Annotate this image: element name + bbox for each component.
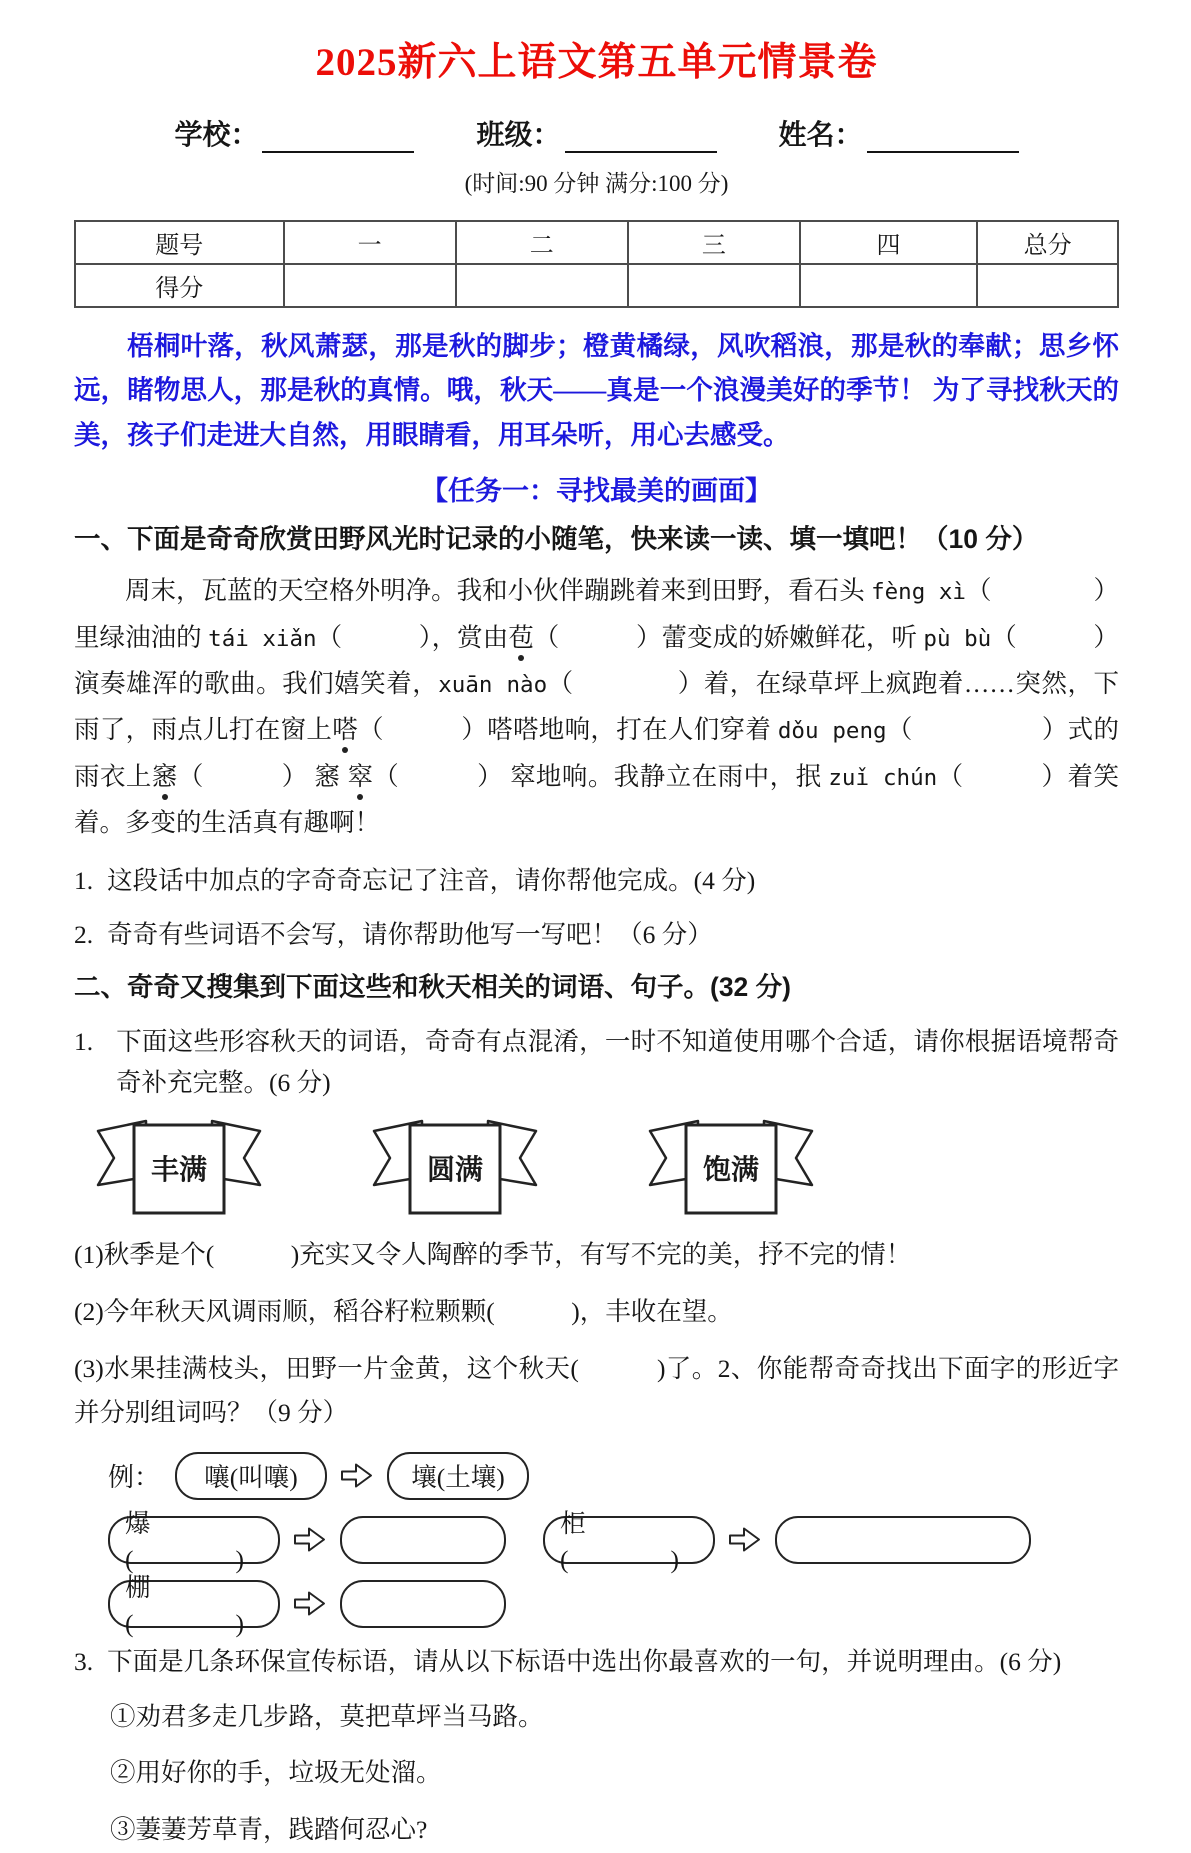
source-char: 棚( )	[125, 1572, 244, 1638]
score-table-header-row	[75, 221, 1118, 264]
section2-heading: 二、奇奇又搜集到下面这些和秋天相关的词语、句子。(32 分)	[74, 972, 791, 1003]
score-empty-cell	[800, 264, 977, 307]
pair-group	[108, 1508, 506, 1574]
passage-text: （ ）嗒嗒地响，打在人们穿着	[358, 715, 778, 745]
score-empty-cell	[456, 264, 628, 307]
class-field	[476, 113, 716, 153]
source-char: 爆( )	[125, 1508, 244, 1574]
example-row	[108, 1452, 1119, 1500]
section1-question2	[74, 915, 1119, 956]
word-banner	[646, 1115, 816, 1221]
section1-question1	[74, 861, 1119, 902]
name-blank-line	[867, 121, 1019, 153]
score-table	[74, 220, 1119, 308]
pinyin-segment: xuān nào	[438, 671, 548, 698]
pinyin-segment: dǒu peng	[777, 718, 887, 745]
answer-row-2	[108, 1572, 1119, 1638]
answer-blank-box	[340, 1580, 506, 1628]
question-number: 2.	[74, 920, 94, 950]
question-number: 1.	[74, 865, 94, 895]
pair-group	[543, 1508, 1031, 1574]
passage-text: （ ），赏由	[316, 622, 509, 652]
answer-blank-box	[340, 1516, 506, 1564]
passage-text: （ ）里绿油油的	[74, 576, 1119, 652]
passage-text: （ ）着，在绿草坪上疯跑着……突然，下雨了，雨点儿打在窗上	[74, 668, 1119, 745]
page-title: 2025新六上语文第五单元情景卷	[315, 41, 878, 84]
example-label: 例：	[108, 1463, 161, 1493]
section2-question3	[74, 1642, 1119, 1683]
question-text: 这段话中加点的字奇奇忘记了注音，请你帮他完成。(4 分)	[107, 865, 756, 895]
source-char-box	[543, 1508, 715, 1574]
student-info-row	[74, 113, 1119, 153]
pinyin-segment: zuǐ chún	[828, 764, 938, 791]
banner-word: 丰满	[150, 1155, 208, 1187]
dotted-char: 嗒	[332, 715, 359, 745]
score-empty-cell	[977, 264, 1118, 307]
score-table-score-row	[75, 264, 1118, 307]
word-banner	[370, 1115, 540, 1221]
score-empty-cell	[628, 264, 800, 307]
passage-text: （ ） 窸	[177, 761, 348, 791]
slogan-list	[110, 1695, 1119, 1853]
name-label: 姓名：	[778, 118, 863, 150]
class-label: 班级：	[476, 118, 561, 150]
passage-text: （ ）演奏雄浑的歌曲。我们嬉笑着，	[74, 622, 1119, 698]
score-header-cell: 题号	[75, 221, 284, 264]
pinyin-segment: tái xiǎn	[208, 625, 317, 652]
score-header-cell: 二	[456, 221, 628, 264]
section2-question1	[74, 1022, 1119, 1104]
pinyin-segment: fèng xì	[871, 579, 966, 606]
field-notes-passage	[74, 568, 1119, 846]
dotted-char: 窸	[151, 761, 178, 791]
school-label: 学校：	[174, 118, 259, 150]
task1-header: 【任务一：寻找最美的画面】	[421, 476, 772, 507]
fill-item-3: (3)水果挂满枝头，田野一片金黄，这个秋天( )了。2、你能帮奇奇找出下面字的形近字并分别组词吗？（9 分）	[74, 1353, 1119, 1428]
example-target-word: 壤(土壤)	[411, 1462, 505, 1492]
slogan-item: ③萋萋芳草青，践踏何忍心?	[110, 1815, 428, 1845]
banner-word: 饱满	[702, 1155, 760, 1187]
score-header-cell: 一	[284, 221, 456, 264]
right-arrow-icon	[293, 1590, 327, 1617]
school-field	[174, 113, 414, 153]
right-arrow-icon	[728, 1526, 762, 1553]
banner-word: 圆满	[426, 1155, 484, 1187]
time-score-info: (时间:90 分钟 满分:100 分)	[464, 170, 729, 196]
question-text: 下面这些形容秋天的词语，奇奇有点混淆，一时不知道使用哪个合适，请你根据语境帮奇奇补充完整。(6 分)	[116, 1026, 1119, 1097]
question-number: 1.	[74, 1026, 94, 1056]
fill-item-1: (1)秋季是个( )充实又令人陶醉的季节，有写不完的美，抒不完的情！	[74, 1240, 912, 1270]
slogan-item: ①劝君多走几步路，莫把草坪当马路。	[110, 1701, 544, 1731]
intro-paragraph: 梧桐叶落，秋风萧瑟，那是秋的脚步；橙黄橘绿，风吹稻浪，那是秋的奉献；思乡怀远，睹物思人，那是秋的真情。哦，秋天——真是一个浪漫美好的季节！ 为了寻找秋天的美，孩子们走进大自然，用眼睛看，用耳朵听，用心去感受。	[74, 330, 1119, 450]
score-header-cell: 总分	[977, 221, 1118, 264]
class-blank-line	[565, 121, 717, 153]
passage-text: （ ）蕾变成的娇嫩鲜花，听	[533, 622, 924, 652]
right-arrow-icon	[340, 1462, 374, 1489]
pinyin-segment: pù bù	[923, 625, 992, 652]
score-empty-cell	[284, 264, 456, 307]
source-char-box	[108, 1572, 280, 1638]
name-field	[779, 113, 1019, 153]
dotted-char: 窣	[347, 761, 374, 791]
school-blank-line	[262, 121, 414, 153]
source-char: 柜( )	[560, 1508, 679, 1574]
example-source-word: 嚷(叫嚷)	[204, 1462, 298, 1492]
word-banners-row	[94, 1115, 1119, 1221]
dotted-char: 苞	[508, 622, 534, 652]
right-arrow-icon	[293, 1526, 327, 1553]
fill-item-2: (2)今年秋天风调雨顺，稻谷籽粒颗颗( )，丰收在望。	[74, 1297, 733, 1327]
word-banner	[94, 1115, 264, 1221]
answer-row-1	[108, 1508, 1119, 1574]
question-text: 奇奇有些词语不会写，请你帮助他写一写吧！（6 分）	[107, 920, 713, 950]
section1-heading: 一、下面是奇奇欣赏田野风光时记录的小随笔，快来读一读、填一填吧！（10 分）	[74, 524, 1039, 555]
passage-text: （ ）着笑着。多变的生活真有趣啊！	[74, 761, 1119, 838]
question-text: 下面是几条环保宣传标语，请从以下标语中选出你最喜欢的一句，并说明理由。(6 分)	[107, 1646, 1062, 1676]
passage-text: 周末，瓦蓝的天空格外明净。我和小伙伴蹦跳着来到田野，看石头	[125, 576, 872, 606]
score-header-cell: 四	[800, 221, 977, 264]
example-target-box	[387, 1452, 529, 1500]
passage-text: （ ）式的雨衣上	[74, 715, 1119, 791]
passage-text: （ ） 窣地响。我静立在雨中，抿	[373, 761, 829, 791]
slogan-item: ②用好你的手，垃圾无处溜。	[110, 1758, 442, 1788]
question-number: 3.	[74, 1646, 94, 1676]
source-char-box	[108, 1508, 280, 1574]
score-row-label: 得分	[75, 264, 284, 307]
example-source-box	[175, 1452, 327, 1500]
pair-group	[108, 1572, 506, 1638]
score-header-cell: 三	[628, 221, 800, 264]
answer-blank-box	[775, 1516, 1031, 1564]
